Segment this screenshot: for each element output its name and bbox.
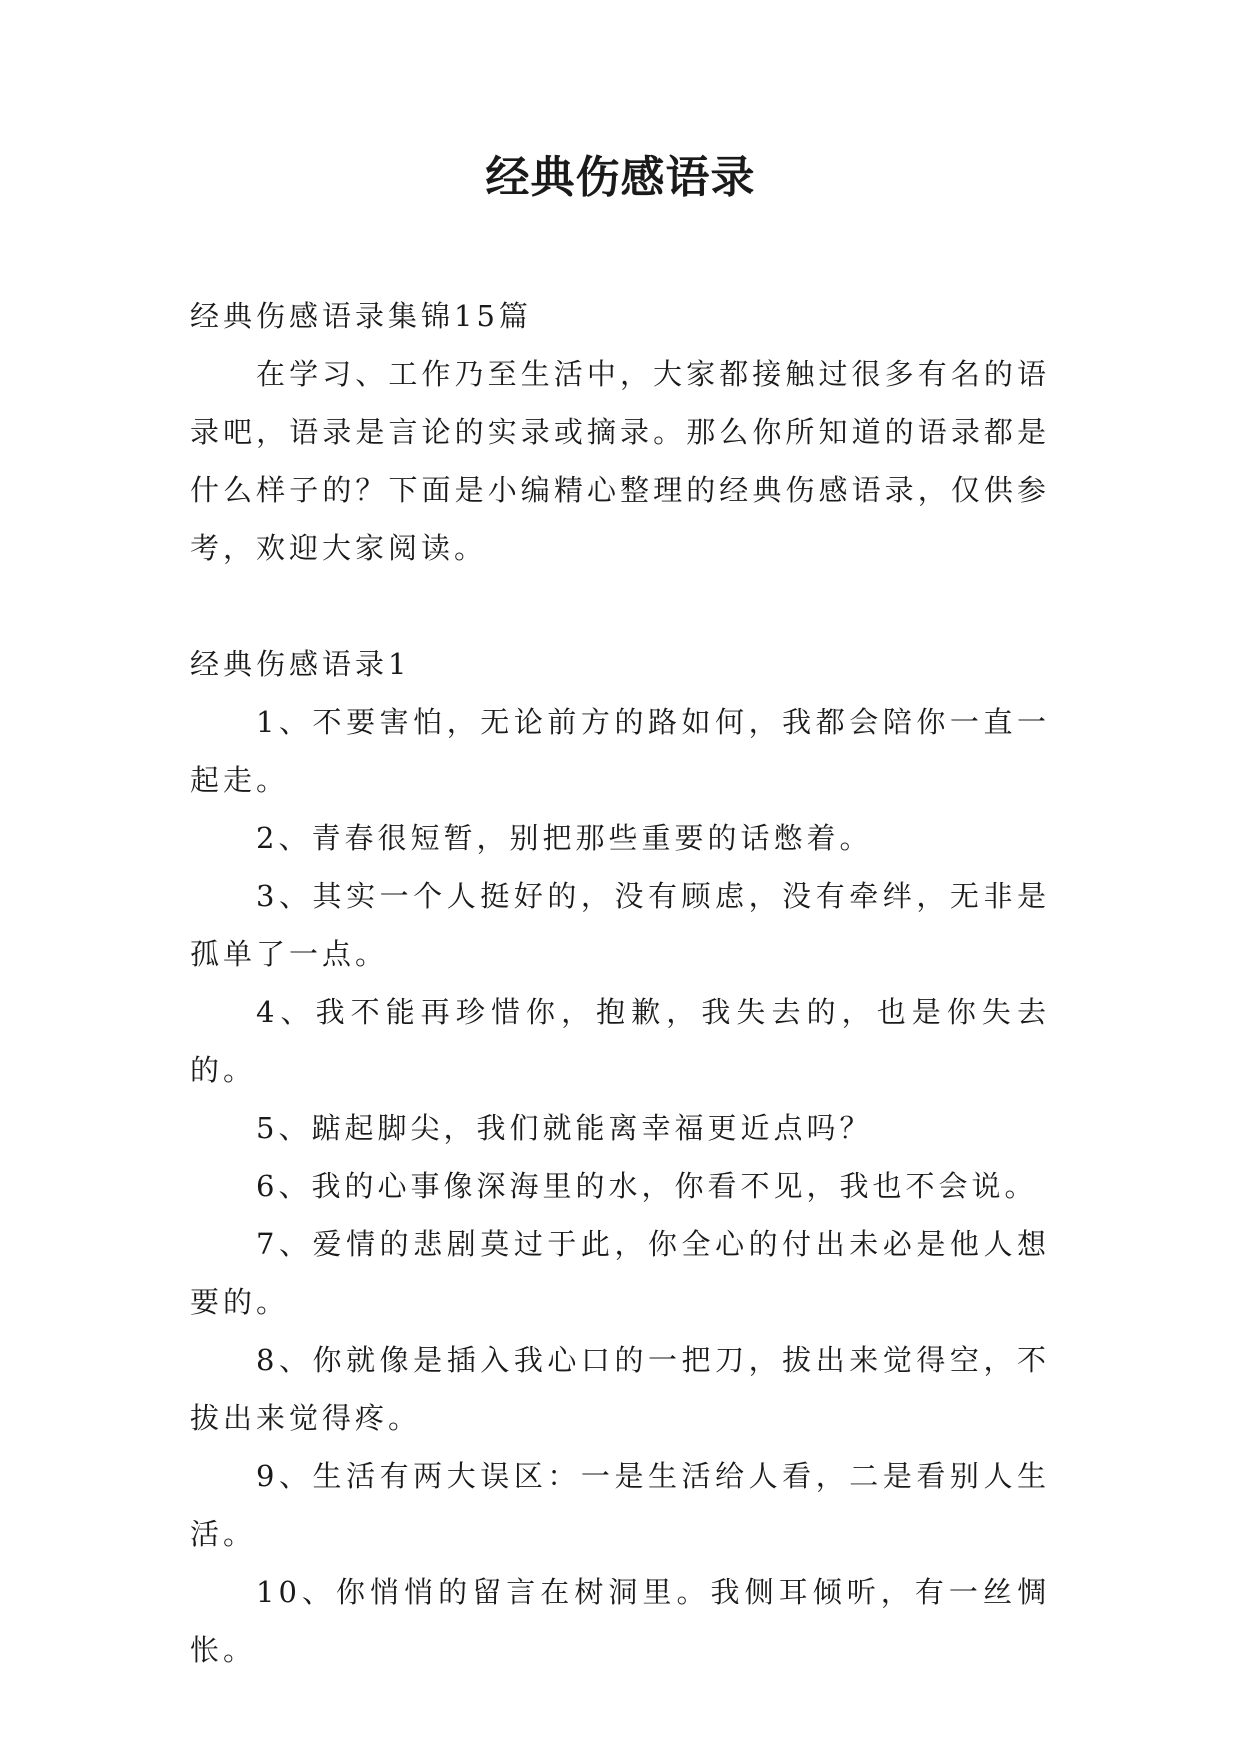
quote-item-5: 5、踮起脚尖，我们就能离幸福更近点吗？ <box>256 1111 873 1145</box>
quote-item-10: 10、你悄悄的留言在树洞里。我侧耳倾听，有一丝惆怅。 <box>190 1575 1050 1667</box>
quote-item-8: 8、你就像是插入我心口的一把刀，拔出来觉得空，不拔出来觉得疼。 <box>190 1343 1050 1435</box>
quote-item-9: 9、生活有两大误区：一是生活给人看，二是看别人生活。 <box>190 1459 1050 1551</box>
quote-item-7: 7、爱情的悲剧莫过于此，你全心的付出未必是他人想要的。 <box>190 1227 1050 1319</box>
quote-item-4: 4、我不能再珍惜你，抱歉，我失去的，也是你失去的。 <box>190 995 1050 1087</box>
quote-item-6: 6、我的心事像深海里的水，你看不见，我也不会说。 <box>256 1169 1038 1203</box>
intro-paragraph: 在学习、工作乃至生活中，大家都接触过很多有名的语录吧，语录是言论的实录或摘录。那么你所知道的语录都是什么样子的？下面是小编精心整理的经典伤感语录，仅供参考，欢迎大家阅读。 <box>190 357 1050 565</box>
document-subtitle: 经典伤感语录集锦15篇 <box>190 299 532 333</box>
quote-item-2: 2、青春很短暂，别把那些重要的话憋着。 <box>256 821 873 855</box>
quote-item-1: 1、不要害怕，无论前方的路如何，我都会陪你一直一起走。 <box>190 705 1050 797</box>
paragraph-spacer <box>190 577 1050 635</box>
section-heading: 经典伤感语录1 <box>190 647 411 681</box>
document-title: 经典伤感语录 <box>485 152 756 203</box>
document-body <box>190 287 1050 1679</box>
quote-item-3: 3、其实一个人挺好的，没有顾虑，没有牵绊，无非是孤单了一点。 <box>190 879 1050 971</box>
